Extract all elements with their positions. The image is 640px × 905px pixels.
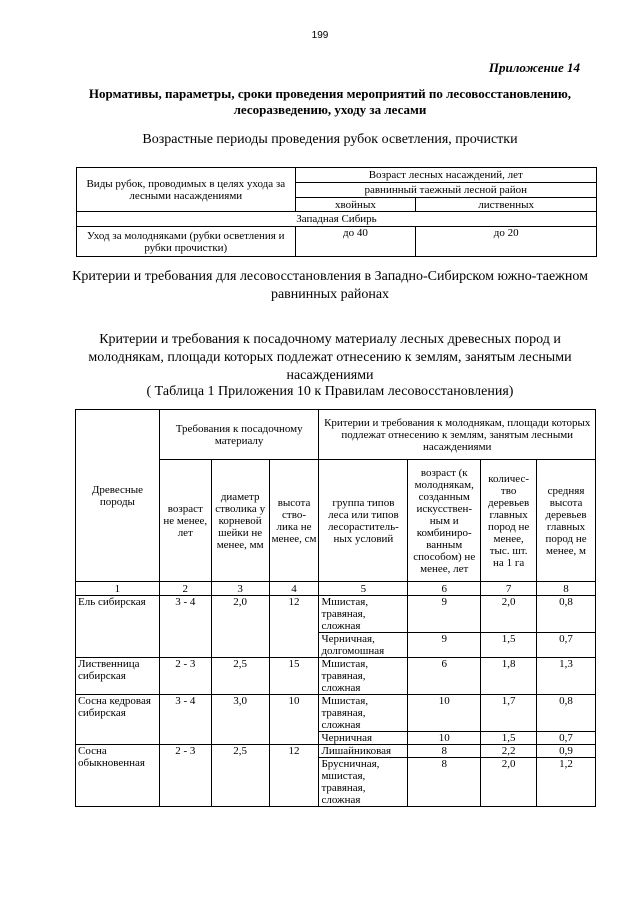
t1-region: Западная Сибирь [77, 212, 597, 227]
t2-header-diameter: диаметр стволика у корневой шейки не менее, мм [211, 460, 269, 582]
table-row [76, 658, 596, 695]
forest-type-cell: Черничная, долгомошная [319, 633, 408, 658]
height-cell: 12 [269, 596, 319, 658]
count-cell: 2,0 [481, 758, 537, 807]
avg-height-cell: 0,9 [537, 745, 596, 758]
appendix-label: Приложение 14 [488, 60, 580, 75]
t2-column-number: 4 [269, 582, 319, 596]
document-title: Нормативы, параметры, сроки проведения мероприятий по лесовосстановлению, лесоразведению, уходу за лесами [88, 86, 572, 117]
t1-header-conifer: хвойных [295, 198, 416, 212]
t2-column-number: 5 [319, 582, 408, 596]
young-age-cell: 8 [408, 745, 481, 758]
t2-column-number: 6 [408, 582, 481, 596]
age-cell: 2 - 3 [159, 745, 211, 807]
avg-height-cell: 0,8 [537, 596, 596, 633]
height-cell: 15 [269, 658, 319, 695]
t2-column-numbers [76, 582, 596, 596]
page-number: 199 [311, 30, 329, 41]
diameter-cell: 2,5 [211, 745, 269, 807]
criteria-reference: ( Таблица 1 Приложения 10 к Правилам лесовосстановления) [146, 384, 514, 399]
t1-row-deciduous: до 20 [416, 227, 597, 257]
age-cell: 3 - 4 [159, 596, 211, 658]
count-cell: 1,7 [481, 695, 537, 732]
criteria-heading: Критерии и требования к посадочному материалу лесных древесных пород и молоднякам, площади которых подлежат отнесению к землям, занятым лесными насаждениями [88, 332, 572, 383]
t2-column-number: 1 [76, 582, 160, 596]
age-periods-table [76, 167, 597, 257]
species-cell: Ель сибирская [76, 596, 160, 658]
table-row [76, 745, 596, 758]
count-cell: 1,5 [481, 633, 537, 658]
diameter-cell: 2,0 [211, 596, 269, 658]
t2-column-number: 2 [159, 582, 211, 596]
diameter-cell: 2,5 [211, 658, 269, 695]
avg-height-cell: 0,7 [537, 633, 596, 658]
count-cell: 2,0 [481, 596, 537, 633]
t1-row-conifer: до 40 [295, 227, 416, 257]
t2-header-young-age: возраст (к молоднякам, созданным искусствен-ным и комбиниро-ванным способом) не менее, лет [408, 460, 481, 582]
height-cell: 12 [269, 745, 319, 807]
t1-header-district: равнинный таежный лесной район [295, 183, 596, 198]
avg-height-cell: 1,2 [537, 758, 596, 807]
avg-height-cell: 0,7 [537, 732, 596, 745]
forest-type-cell: Мшистая, травяная, сложная [319, 658, 408, 695]
young-age-cell: 6 [408, 658, 481, 695]
count-cell: 1,8 [481, 658, 537, 695]
young-age-cell: 10 [408, 732, 481, 745]
forest-type-cell: Черничная [319, 732, 408, 745]
age-cell: 3 - 4 [159, 695, 211, 745]
species-cell: Сосна кедровая сибирская [76, 695, 160, 745]
t1-header-deciduous: лиственных [416, 198, 597, 212]
avg-height-cell: 1,3 [537, 658, 596, 695]
table-row [76, 695, 596, 732]
forest-type-cell: Лишайниковая [319, 745, 408, 758]
t2-header-avg-height: средняя высота деревьев главных пород не менее, м [537, 460, 596, 582]
species-cell: Лиственница сибирская [76, 658, 160, 695]
t2-header-species: Древесные породы [76, 410, 160, 582]
t1-header-types: Виды рубок, проводимых в целях ухода за лесными насаждениями [77, 168, 296, 212]
species-cell: Сосна обыкновенная [76, 745, 160, 807]
count-cell: 2,2 [481, 745, 537, 758]
t2-column-number: 3 [211, 582, 269, 596]
count-cell: 1,5 [481, 732, 537, 745]
young-age-cell: 9 [408, 596, 481, 633]
t2-column-number: 7 [481, 582, 537, 596]
young-age-cell: 8 [408, 758, 481, 807]
avg-height-cell: 0,8 [537, 695, 596, 732]
forest-type-cell: Брусничная, мшистая, травяная, сложная [319, 758, 408, 807]
t2-header-height: высота ство-лика не менее, см [269, 460, 319, 582]
young-age-cell: 9 [408, 633, 481, 658]
forest-type-cell: Мшистая, травяная, сложная [319, 695, 408, 732]
t2-header-young: Критерии и требования к молоднякам, площади которых подлежат отнесению к землям, занятым лесными насаждениями [319, 410, 596, 460]
young-age-cell: 10 [408, 695, 481, 732]
t2-header-forest-type: группа типов леса или типов лесораститель-ных условий [319, 460, 408, 582]
t2-header-count: количес-тво деревьев главных пород не менее, тыс. шт. на 1 га [481, 460, 537, 582]
diameter-cell: 3,0 [211, 695, 269, 745]
subtitle: Возрастные периоды проведения рубок осветления, прочистки [142, 132, 518, 147]
t2-header-age: возраст не менее, лет [159, 460, 211, 582]
section-heading: Критерии и требования для лесовосстановления в Западно-Сибирском южно-таежном равнинных районах [72, 269, 588, 302]
t2-header-planting: Требования к посадочному материалу [159, 410, 319, 460]
table-row [76, 596, 596, 633]
forest-type-cell: Мшистая, травяная, сложная [319, 596, 408, 633]
t1-row-label: Уход за молодняками (рубки осветления и рубки прочистки) [77, 227, 296, 257]
height-cell: 10 [269, 695, 319, 745]
age-cell: 2 - 3 [159, 658, 211, 695]
criteria-table [75, 409, 596, 807]
t1-header-age: Возраст лесных насаждений, лет [295, 168, 596, 183]
t2-column-number: 8 [537, 582, 596, 596]
